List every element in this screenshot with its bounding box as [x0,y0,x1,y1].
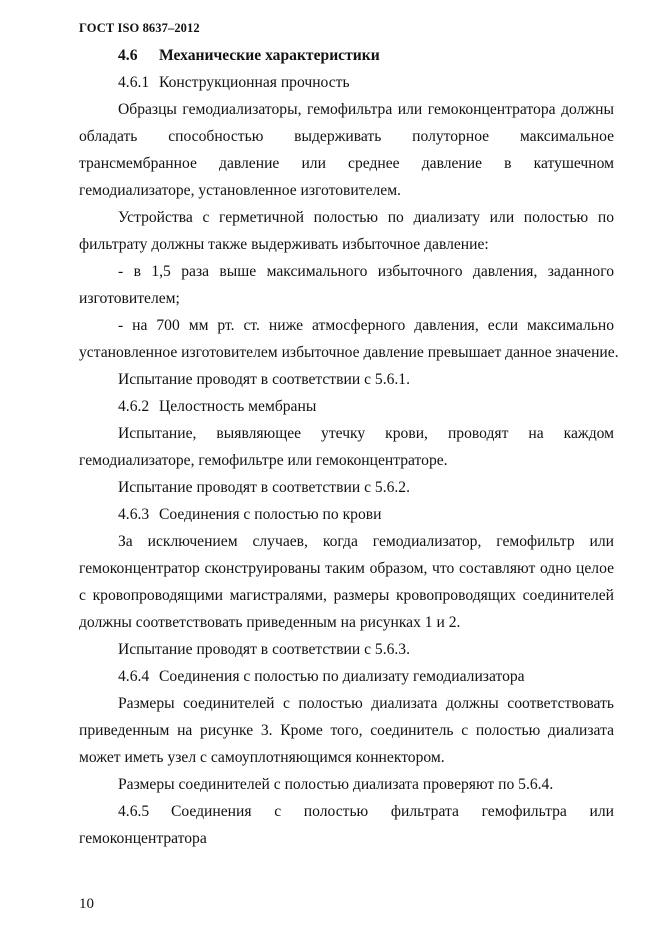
text-line: должны соответствовать приведенным на рисунках 1 и 2. [79,614,461,631]
text-line: может иметь узел с самоуплотняющимся коннектором. [79,749,445,766]
text-line: Размеры соединителей с полостью диализата должны соответствовать [118,695,614,712]
text-line: За исключением случаев, когда гемодиализатор, гемофильтр или [118,533,614,550]
subsection-number: 4.6.5 [118,803,150,820]
text-line: приведенным на рисунке 3. Кроме того, соединитель с полостью диализата [79,722,614,739]
subsection-title-continuation: гемоконцентратора [79,830,207,847]
subsection-number: 4.6.3 [118,506,150,523]
subsection-heading-4-6-2 [118,398,614,416]
text-line: обладать способностью выдерживать полуторное максимальное [79,128,614,145]
list-item-line: изготовителем; [79,290,180,307]
subsection-heading-4-6-1 [118,74,614,92]
text-line: с кровопроводящими магистралями, размеры кровопроводящих соединителей [79,587,614,604]
text-line: Испытание, выявляющее утечку крови, проводят на каждом [118,425,614,442]
subsection-heading-4-6-4 [118,668,614,686]
subsection-number: 4.6.2 [118,398,150,415]
text-line: трансмембранное давление или среднее давление в катушечном [79,155,614,172]
standard-header: ГОСТ ISO 8637–2012 [79,21,200,35]
text-line: гемодиализаторе, гемофильтре или гемоконцентраторе. [79,452,448,469]
test-reference: Испытание проводят в соответствии с 5.6.1. [118,371,410,388]
subsection-number: 4.6.1 [118,74,150,91]
text-line: Устройства с герметичной полостью по диализату или полостью по [118,209,614,226]
subsection-title: Конструкционная прочность [159,74,350,91]
subsection-heading-4-6-3 [118,506,614,524]
subsection-title: Целостность мембраны [159,398,317,415]
test-reference: Испытание проводят в соответствии с 5.6.2. [118,479,410,496]
list-item-line: - на 700 мм рт. ст. ниже атмосферного давления, если максимально [118,317,614,334]
subsection-title: Соединения с полостью по диализату гемодиализатора [159,668,525,685]
text-line: фильтрату должны также выдерживать избыточное давление: [79,236,489,253]
list-item-line: - в 1,5 раза выше максимального избыточного давления, заданного [118,263,614,280]
section-title: Механические характеристики [159,47,380,64]
subsection-heading-4-6-5 [118,803,614,821]
list-item-line: установленное изготовителем избыточное давление превышает данное значение. [79,344,619,361]
section-number: 4.6 [118,47,138,64]
subsection-title: Соединения с полостью фильтрата гемофильтра или [171,803,614,820]
page-number: 10 [79,896,94,912]
section-heading [118,47,614,65]
test-reference: Испытание проводят в соответствии с 5.6.3. [118,641,410,658]
text-line: Образцы гемодиализаторы, гемофильтра или гемоконцентратора должны [118,101,614,118]
subsection-title: Соединения с полостью по крови [159,506,382,523]
subsection-number: 4.6.4 [118,668,150,685]
test-reference: Размеры соединителей с полостью диализата проверяют по 5.6.4. [118,776,554,793]
text-line: гемоконцентратор сконструированы таким образом, что составляют одно целое [79,560,614,577]
text-line: гемодиализаторе, установленное изготовителем. [79,182,401,199]
